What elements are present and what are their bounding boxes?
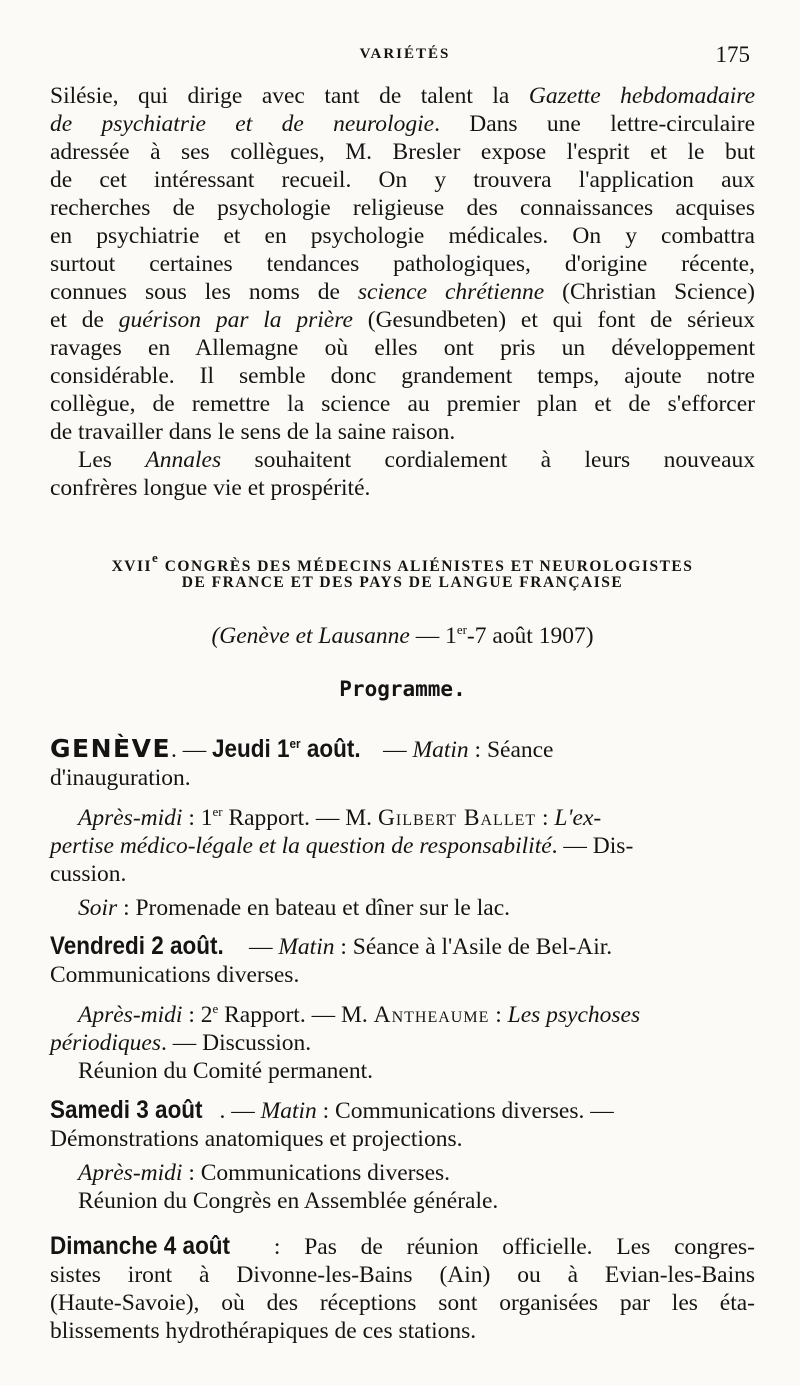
programme-title: Programme. [339,677,466,701]
intro-line: surtout certaines tendances pathologiques, d'origine récente, [50,251,755,277]
closing-line: confrères longue vie et prospérité. [50,475,371,501]
day-jeudi: Jeudi 1er août. [212,735,361,763]
dimanche-section: Dimanche 4 août : Pas de réunion officielle. Les congres- sistes iront à Divonne-les-Bains (Ain) ou à Evian-les-Bains (Haute-Savoie), où des réceptions sont organisées par les éta- blissements hydrothérapiques de ces stations. [50,1232,755,1344]
page-number: 175 [715,42,750,67]
intro-line: collègue, de remettre la science au premier plan et de s'efforcer [50,391,755,417]
congress-heading: XVIIe CONGRÈS DES MÉDECINS ALIÉNISTES ET NEUROLOGISTES [111,550,694,575]
intro-line: de travailler dans le sens de la saine raison. [50,419,456,445]
vendredi-section: Vendredi 2 août. — Matin : Séance à l'Asile de Bel-Air. Communications diverses. Après-midi : 2e Rapport. — M. Antheaume : Les psychoses périodiques. — Discussion. Réunion du Comité permanent. [50,932,641,1084]
intro-line: de cet intéressant recueil. On y trouvera l'application aux [50,167,755,193]
intro-line: connues sous les noms de science chrétienne (Christian Science) [50,279,755,305]
geneve-section: GENÈVE. — Jeudi 1er août. — Matin : Séance d'inauguration. Après-midi : 1er Rapport. — M. Gilbert Ballet : L'ex- pertise médico-légale et la question de responsabilité. — Dis- cussion. Soir : Promenade en bateau et dîner sur le lac. [50,730,755,922]
intro-line: recherches de psychologie religieuse des connaissances acquises [50,195,755,221]
intro-line: adressée à ses collègues, M. Bresler expose l'esprit et le but [50,139,755,165]
congress-dates: (Genève et Lausanne — 1er-7 août 1907) [211,622,594,649]
city-geneve: GENÈVE [50,734,172,763]
intro-line: considérable. Il semble donc grandement temps, ajoute notre [50,363,755,389]
intro-paragraph [50,82,755,502]
day-vendredi: Vendredi 2 août. [50,932,224,960]
intro-line: ravages en Allemagne où elles ont pris un développement [50,335,755,361]
samedi-section: Samedi 3 août . — Matin : Communications diverses. — Démonstrations anatomiques et projections. Après-midi : Communications diverses. Réunion du Congrès en Assemblée générale. [50,1096,614,1214]
running-title: VARIÉTÉS [359,46,451,62]
congress-heading-line2: DE FRANCE ET DES PAYS DE LANGUE FRANÇAISE [181,574,624,591]
page-header [60,40,750,70]
intro-line: et de guérison par la prière (Gesundbeten) et qui font de sérieux [50,307,756,333]
intro-line: en psychiatrie et en psychologie médicales. On y combattra [50,223,755,249]
intro-line: Silésie, qui dirige avec tant de talent la Gazette hebdomadaire [50,83,756,109]
closing-line: Les Annales souhaitent cordialement à leurs nouveaux [78,447,755,473]
day-dimanche: Dimanche 4 août [50,1232,231,1260]
day-samedi: Samedi 3 août [50,1096,203,1124]
intro-line: de psychiatrie et de neurologie. Dans une lettre-circulaire [50,111,755,137]
